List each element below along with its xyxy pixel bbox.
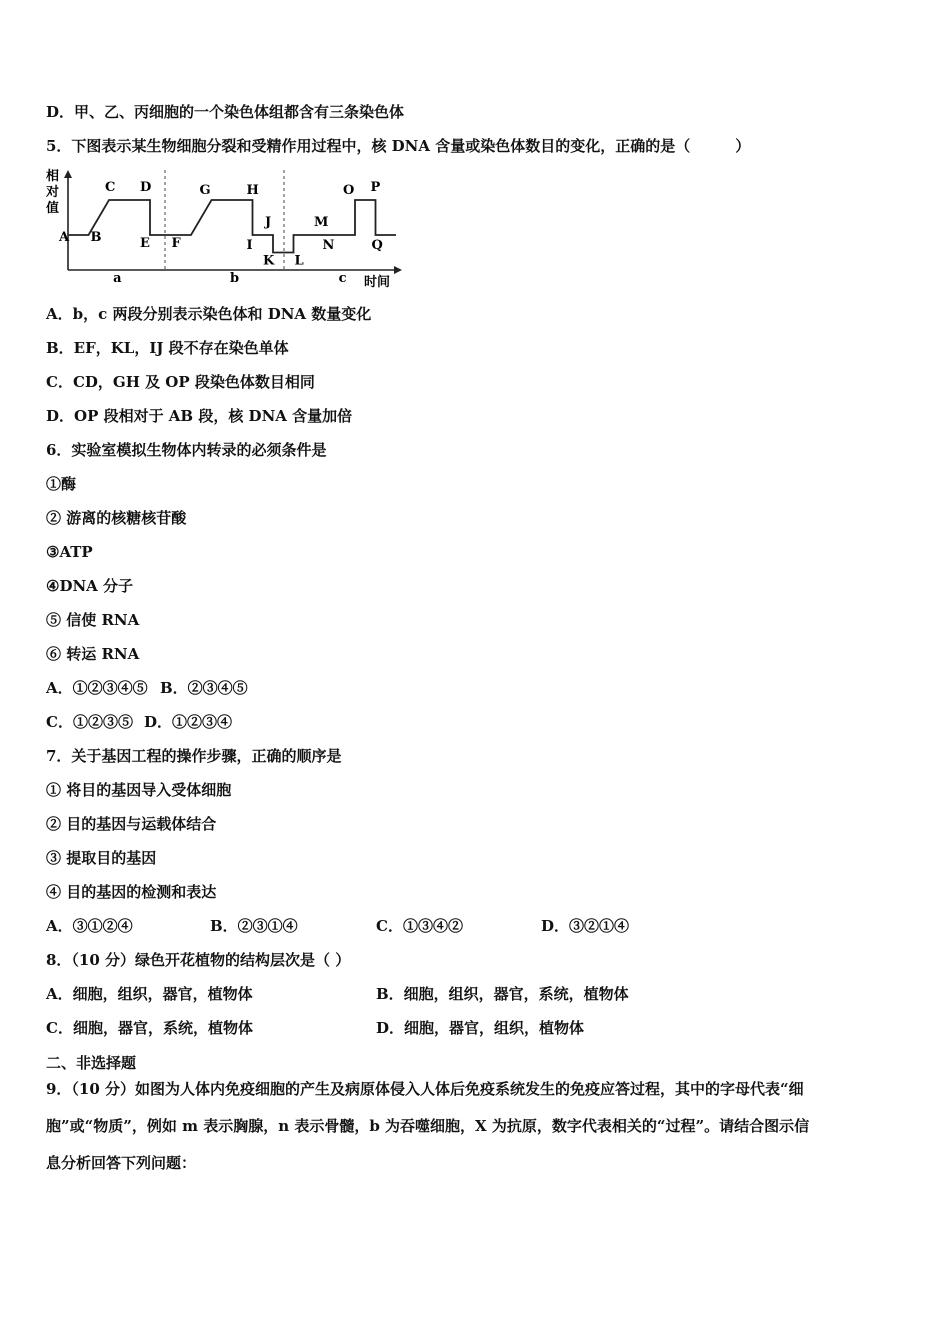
section-title: 二、非选择题 [46,1054,137,1072]
q6-item-4: ④DNA 分子 [46,577,134,595]
q9-line-2: 胞”或“物质”，例如 m 表示胸腺，n 表示骨髓，b 为吞噬细胞，X 为抗原，数字代表相关的“过程”。请结合图示信 [46,1117,810,1135]
y-label-1: 相 [46,169,60,184]
q5-stem: 5．下图表示某生物细胞分裂和受精作用过程中，核 DNA 含量或染色体数目的变化，正确的是（ ） [46,137,751,155]
point-label-g: G [199,183,211,198]
point-label-j: J [265,215,272,230]
q7-option-c: C．①③④② [376,917,463,935]
point-label-a: A [59,230,70,245]
point-labels [58,180,383,269]
q7-item-2: ② 目的基因与运载体结合 [46,815,217,833]
q6-option-d: D．①②③④ [144,713,233,731]
point-label-o: O [343,183,355,198]
q9-line-1: 9．（10 分）如图为人体内免疫细胞的产生及病原体侵入人体后免疫系统发生的免疫应答过程，其中的字母代表“细 [46,1080,804,1098]
q5-option-d: D．OP 段相对于 AB 段，核 DNA 含量加倍 [46,407,353,425]
x-axis-arrow [394,266,402,274]
q8-option-a: A．细胞，组织，器官，植物体 [46,985,253,1003]
point-label-q: Q [371,238,383,253]
q5-option-b: B．EF，KL，IJ 段不存在染色单体 [46,339,289,357]
q8-option-d: D．细胞，器官，组织，植物体 [376,1019,585,1037]
q6-item-6: ⑥ 转运 RNA [46,645,140,663]
q7-option-b: B．②③①④ [210,917,298,935]
point-label-m: M [314,215,329,230]
x-axis-label: 时间 [364,275,391,290]
q9-line-3: 息分析回答下列问题： [46,1154,197,1172]
q6-option-b: B．②③④⑤ [160,679,248,697]
point-label-k: K [263,253,275,269]
q6-stem: 6．实验室模拟生物体内转录的必须条件是 [46,441,327,459]
segment-labels [113,271,347,286]
q7-item-1: ① 将目的基因导入受体细胞 [46,781,232,799]
point-label-n: N [322,238,335,253]
y-axis-arrow [64,170,72,178]
q6-item-1: ①酶 [46,475,77,493]
q8-option-c: C．细胞，器官，系统，植物体 [46,1019,253,1037]
q5-option-c: C．CD，GH 及 OP 段染色体数目相同 [46,373,315,391]
q4-option-d: D．甲、乙、丙细胞的一个染色体组都含有三条染色体 [46,103,405,121]
series-line [68,200,396,253]
point-label-p: P [370,180,381,195]
point-label-b: B [90,230,102,245]
q5-option-a: A．b，c 两段分别表示染色体和 DNA 数量变化 [46,305,372,323]
q7-stem: 7．关于基因工程的操作步骤，正确的顺序是 [46,747,342,765]
q6-option-a: A．①②③④⑤ [46,679,148,697]
q8-option-b: B．细胞，组织，器官，系统，植物体 [376,985,629,1003]
q6-option-c: C．①②③⑤ [46,713,133,731]
point-label-d: D [140,180,152,195]
segment-label-b: b [229,271,240,286]
point-label-i: I [246,238,253,253]
q7-item-4: ④ 目的基因的检测和表达 [46,883,217,901]
q5-chart [42,168,412,290]
q7-option-a: A．③①②④ [46,917,133,935]
q8-stem: 8．（10 分）绿色开花植物的结构层次是（ ） [46,951,351,969]
segment-label-c: c [338,271,347,286]
segment-label-a: a [113,271,122,286]
y-label-2: 对 [46,185,60,200]
q6-item-5: ⑤ 信使 RNA [46,611,140,629]
q7-option-d: D．③②①④ [541,917,630,935]
point-label-f: F [171,236,181,251]
q6-item-3: ③ATP [46,543,93,561]
point-label-l: L [294,253,304,269]
point-label-e: E [140,236,150,251]
y-label-3: 值 [46,201,60,216]
q7-item-3: ③ 提取目的基因 [46,849,157,867]
q6-item-2: ② 游离的核糖核苷酸 [46,509,187,527]
point-label-c: C [105,180,116,195]
point-label-h: H [246,183,259,198]
